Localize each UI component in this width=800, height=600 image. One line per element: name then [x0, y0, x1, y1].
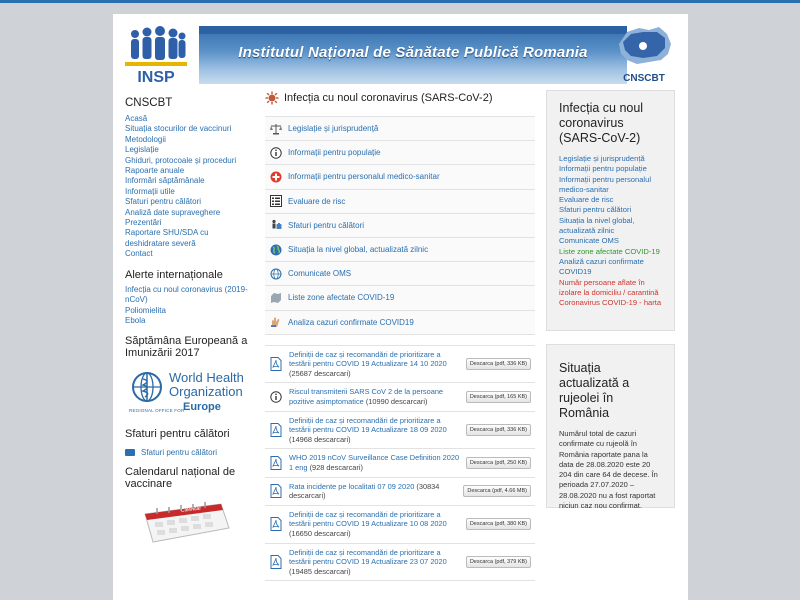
insp-logo[interactable] [125, 24, 187, 86]
right-link-legislatie[interactable]: Legislație și jurisprudență [559, 154, 645, 163]
vaccination-calendar-image[interactable] [141, 498, 233, 546]
map-icon [270, 292, 282, 304]
menu-item-label: Analiza cazuri confirmate COVID19 [288, 317, 414, 327]
virus-icon [265, 91, 279, 105]
measles-situation-box [546, 344, 675, 511]
download-count: (19485 descarcari) [289, 566, 351, 576]
cnscbt-logo-text: CNSCBT [623, 73, 665, 84]
menu-item-label: Liste zone afectate COVID-19 [288, 293, 395, 303]
main-content [265, 90, 535, 581]
coronavirus-box-title: Infecția cu noul coronavirus (SARS-CoV-2) [559, 101, 644, 145]
document-link[interactable] [289, 387, 460, 406]
pdf-icon [269, 517, 283, 531]
menu-item-comunicate-oms[interactable] [265, 262, 535, 286]
menu-item-label: Informații pentru populație [288, 148, 381, 158]
document-title[interactable]: Definiții de caz și recomandări de prioritizare a testării pentru COVID 19 Actualizare 10 08 2020 [289, 509, 447, 529]
alerts-heading: Alerte internaționale [125, 268, 223, 281]
right-link-sfaturi-calatori[interactable]: Sfaturi pentru călători [559, 205, 632, 215]
traveler-icon [270, 219, 282, 231]
document-row [265, 478, 535, 506]
sidebar-link-rapoarte-anuale[interactable]: Rapoarte anuale [125, 166, 185, 176]
download-button[interactable]: Descarca (pdf, 165 KB) [466, 391, 531, 403]
sidebar-link-prezentari[interactable]: Prezentări [125, 218, 162, 228]
document-row [265, 383, 535, 411]
coronavirus-links-box [546, 90, 675, 331]
sidebar-nav [125, 114, 255, 260]
document-title[interactable]: WHO 2019 nCoV Surveillance Case Definition 2020 1 eng [289, 453, 460, 473]
scales-icon [270, 123, 282, 135]
download-button[interactable]: Descarca (pdf, 379 KB) [466, 556, 531, 568]
pdf-icon [269, 456, 283, 470]
travel-link[interactable]: Sfaturi pentru călători [141, 448, 218, 458]
download-count: (14968 descarcari) [289, 434, 351, 444]
folder-icon [125, 449, 135, 456]
right-link-personal-medico-sanitar[interactable]: Informații pentru personalul medico-sanitar [559, 174, 652, 194]
site-title: Institutul Național de Sănătate Publică Romania [238, 44, 588, 61]
document-row [265, 346, 535, 384]
download-button[interactable]: Descarca (pdf, 336 KB) [466, 424, 531, 436]
alerts-list [125, 285, 255, 327]
document-title[interactable]: Riscul transmiterii SARS CoV 2 de la persoane pozitive asimptomatice [289, 387, 444, 407]
sidebar-link-sfaturi-calatori[interactable]: Sfaturi pentru călători [125, 197, 202, 207]
document-title[interactable]: Definiții de caz și recomandări de prioritizare a testării pentru COVID 19 Actualizare 14 10 2020 [289, 349, 447, 369]
download-count: (25687 descarcari) [289, 368, 351, 378]
top-accent-bar [0, 0, 800, 3]
right-link-liste-zone[interactable]: Liste zone afectate COVID-19 [559, 246, 660, 256]
document-title[interactable]: Definiții de caz și recomandări de prioritizare a testării pentru COVID 19 Actualizare 23 07 2020 [289, 547, 447, 567]
menu-item-situatia-global[interactable] [265, 238, 535, 262]
document-link[interactable] [289, 482, 457, 501]
topic-menu [265, 116, 535, 335]
download-button[interactable]: Descarca (pdf, 336 KB) [466, 358, 531, 370]
document-link[interactable] [289, 453, 460, 472]
info-icon [269, 391, 283, 403]
document-row [265, 412, 535, 450]
pdf-icon [269, 357, 283, 371]
download-count: (16650 descarcari) [289, 529, 351, 538]
document-title[interactable]: Definiții de caz și recomandări de prioritizare a testării pentru COVID 19 Actualizare 18 09 2020 [289, 415, 447, 435]
document-link[interactable] [289, 416, 460, 445]
alert-link-poliomielita[interactable]: Poliomielita [125, 305, 166, 315]
document-row [265, 449, 535, 477]
document-title[interactable]: Rata incidente pe localitati 07 09 2020 [289, 481, 415, 491]
globe-icon [270, 244, 282, 256]
calendar-label: Calendar [180, 505, 202, 515]
menu-item-label: Legislație și jurisprudență [288, 124, 379, 134]
travel-heading: Sfaturi pentru călători [125, 428, 230, 441]
menu-item-informatii-populatie[interactable] [265, 141, 535, 165]
hands-icon [270, 316, 282, 328]
menu-item-analiza-cazuri[interactable] [265, 311, 535, 335]
sidebar-link-ghiduri[interactable]: Ghiduri, protocoale și proceduri [125, 155, 237, 165]
download-button[interactable]: Descarca (pdf, 380 KB) [466, 518, 531, 530]
right-link-evaluare-risc[interactable]: Evaluare de risc [559, 195, 614, 205]
right-link-izolare-carantina[interactable]: Număr persoane aflate în izolare la domiciliu / carantină [559, 277, 659, 297]
medical-cross-icon [270, 171, 282, 183]
page-title [265, 90, 535, 106]
who-emblem-icon [129, 369, 165, 405]
sidebar-link-acasa[interactable]: Acasă [125, 114, 148, 123]
download-button[interactable]: Descarca (pdf, 4.66 MB) [463, 485, 531, 497]
right-link-informatii-populatie[interactable]: Informații pentru populație [559, 164, 647, 174]
menu-item-sfaturi-calatori[interactable] [265, 214, 535, 238]
measles-box-text: Numărul total de cazuri confirmate cu rujeolă în România raportate pana la data de 28.08.2020 este 20 204 din care 64 de decese. În perioada 27.07.2020 – 28.08.2020 nu a fost raportat niciun caz nou confirmat. [559, 429, 658, 511]
menu-item-label: Comunicate OMS [288, 269, 352, 279]
who-europe-logo[interactable] [125, 367, 245, 419]
download-count: (10990 descarcari) [365, 397, 428, 407]
menu-item-personal-medico-sanitar[interactable] [265, 165, 535, 189]
menu-item-label: Situația la nivel global, actualizată zilnic [288, 245, 429, 255]
sidebar-link-informatii-utile[interactable]: Informații utile [125, 186, 175, 196]
right-link-situatia-global[interactable]: Situația la nivel global, actualizată zilnic [559, 215, 635, 236]
download-button[interactable]: Descarca (pdf, 250 KB) [466, 457, 531, 469]
document-link[interactable] [289, 548, 460, 577]
calendar-icon [141, 498, 233, 546]
sidebar-link-legislatie[interactable]: Legislație [125, 145, 159, 155]
documents-list [265, 345, 535, 582]
banner-title-band [199, 26, 627, 84]
page-title-text: Infecția cu noul coronavirus (SARS-CoV-2) [284, 92, 493, 104]
right-link-harta[interactable]: Coronavirus COVID-19 - harta [559, 298, 662, 308]
alert-link-coronavirus[interactable]: Infecția cu noul coronavirus (2019-nCoV) [125, 284, 248, 305]
checklist-icon [270, 195, 282, 207]
who-europe-text: Europe [183, 401, 221, 414]
download-count: (30834 descarcari) [289, 481, 440, 501]
pdf-icon [269, 555, 283, 569]
menu-item-label: Evaluare de risc [288, 196, 346, 206]
sidebar-link-informari-saptamanale[interactable]: Informări săptămânale [125, 176, 205, 186]
sidebar-link-stocuri-vaccinuri[interactable]: Situația stocurilor de vaccinuri [125, 124, 232, 134]
document-row [265, 506, 535, 544]
menu-item-liste-zone[interactable] [265, 286, 535, 310]
pdf-icon [269, 423, 283, 437]
cnscbt-logo[interactable] [613, 24, 675, 86]
calendar-heading: Calendarul național de vaccinare [125, 466, 236, 491]
measles-box-title: Situația actualizată a rujeolei în România [559, 361, 630, 420]
alert-link-ebola[interactable]: Ebola [125, 315, 146, 325]
menu-item-label: Sfaturi pentru călători [288, 220, 365, 230]
left-sidebar [125, 97, 255, 546]
page-container [113, 14, 688, 600]
who-logo-text [169, 371, 244, 399]
menu-item-evaluare-risc[interactable] [265, 190, 535, 214]
sidebar-link-contact[interactable]: Contact [125, 249, 153, 259]
sidebar-link-analiza-date[interactable]: Analiză date supraveghere [125, 207, 221, 217]
romania-map-icon [613, 24, 675, 72]
who-emblem-icon [270, 268, 282, 280]
menu-item-legislatie[interactable] [265, 117, 535, 141]
immunization-week-heading: Săptămâna Europeană a Imunizării 2017 [125, 335, 248, 360]
sidebar-link-raportare-shu[interactable]: Raportare SHU/SDA cu deshidratare severă [125, 228, 209, 248]
who-logo-line2: Organization [169, 384, 243, 400]
header-banner [125, 24, 675, 86]
right-link-analiza-cazuri[interactable]: Analiză cazuri confirmate COVID19 [559, 256, 644, 277]
download-count: (928 descarcari) [309, 463, 363, 473]
document-row [265, 544, 535, 582]
travel-link-row[interactable] [125, 448, 255, 457]
pdf-icon [269, 484, 283, 498]
info-icon [270, 147, 282, 159]
who-logo-line1: World Health [169, 370, 244, 386]
document-link[interactable] [289, 510, 460, 539]
sidebar-heading: CNSCBT [125, 97, 173, 109]
document-link[interactable] [289, 350, 460, 379]
who-regional-text: REGIONAL OFFICE FOR [129, 408, 185, 414]
menu-item-label: Informații pentru personalul medico-sanitar [288, 172, 440, 182]
insp-logo-icon [125, 24, 187, 86]
sidebar-link-metodologii[interactable]: Metodologii [125, 134, 166, 144]
right-link-comunicate-oms[interactable]: Comunicate OMS [559, 236, 619, 246]
insp-logo-text: INSP [137, 69, 175, 86]
